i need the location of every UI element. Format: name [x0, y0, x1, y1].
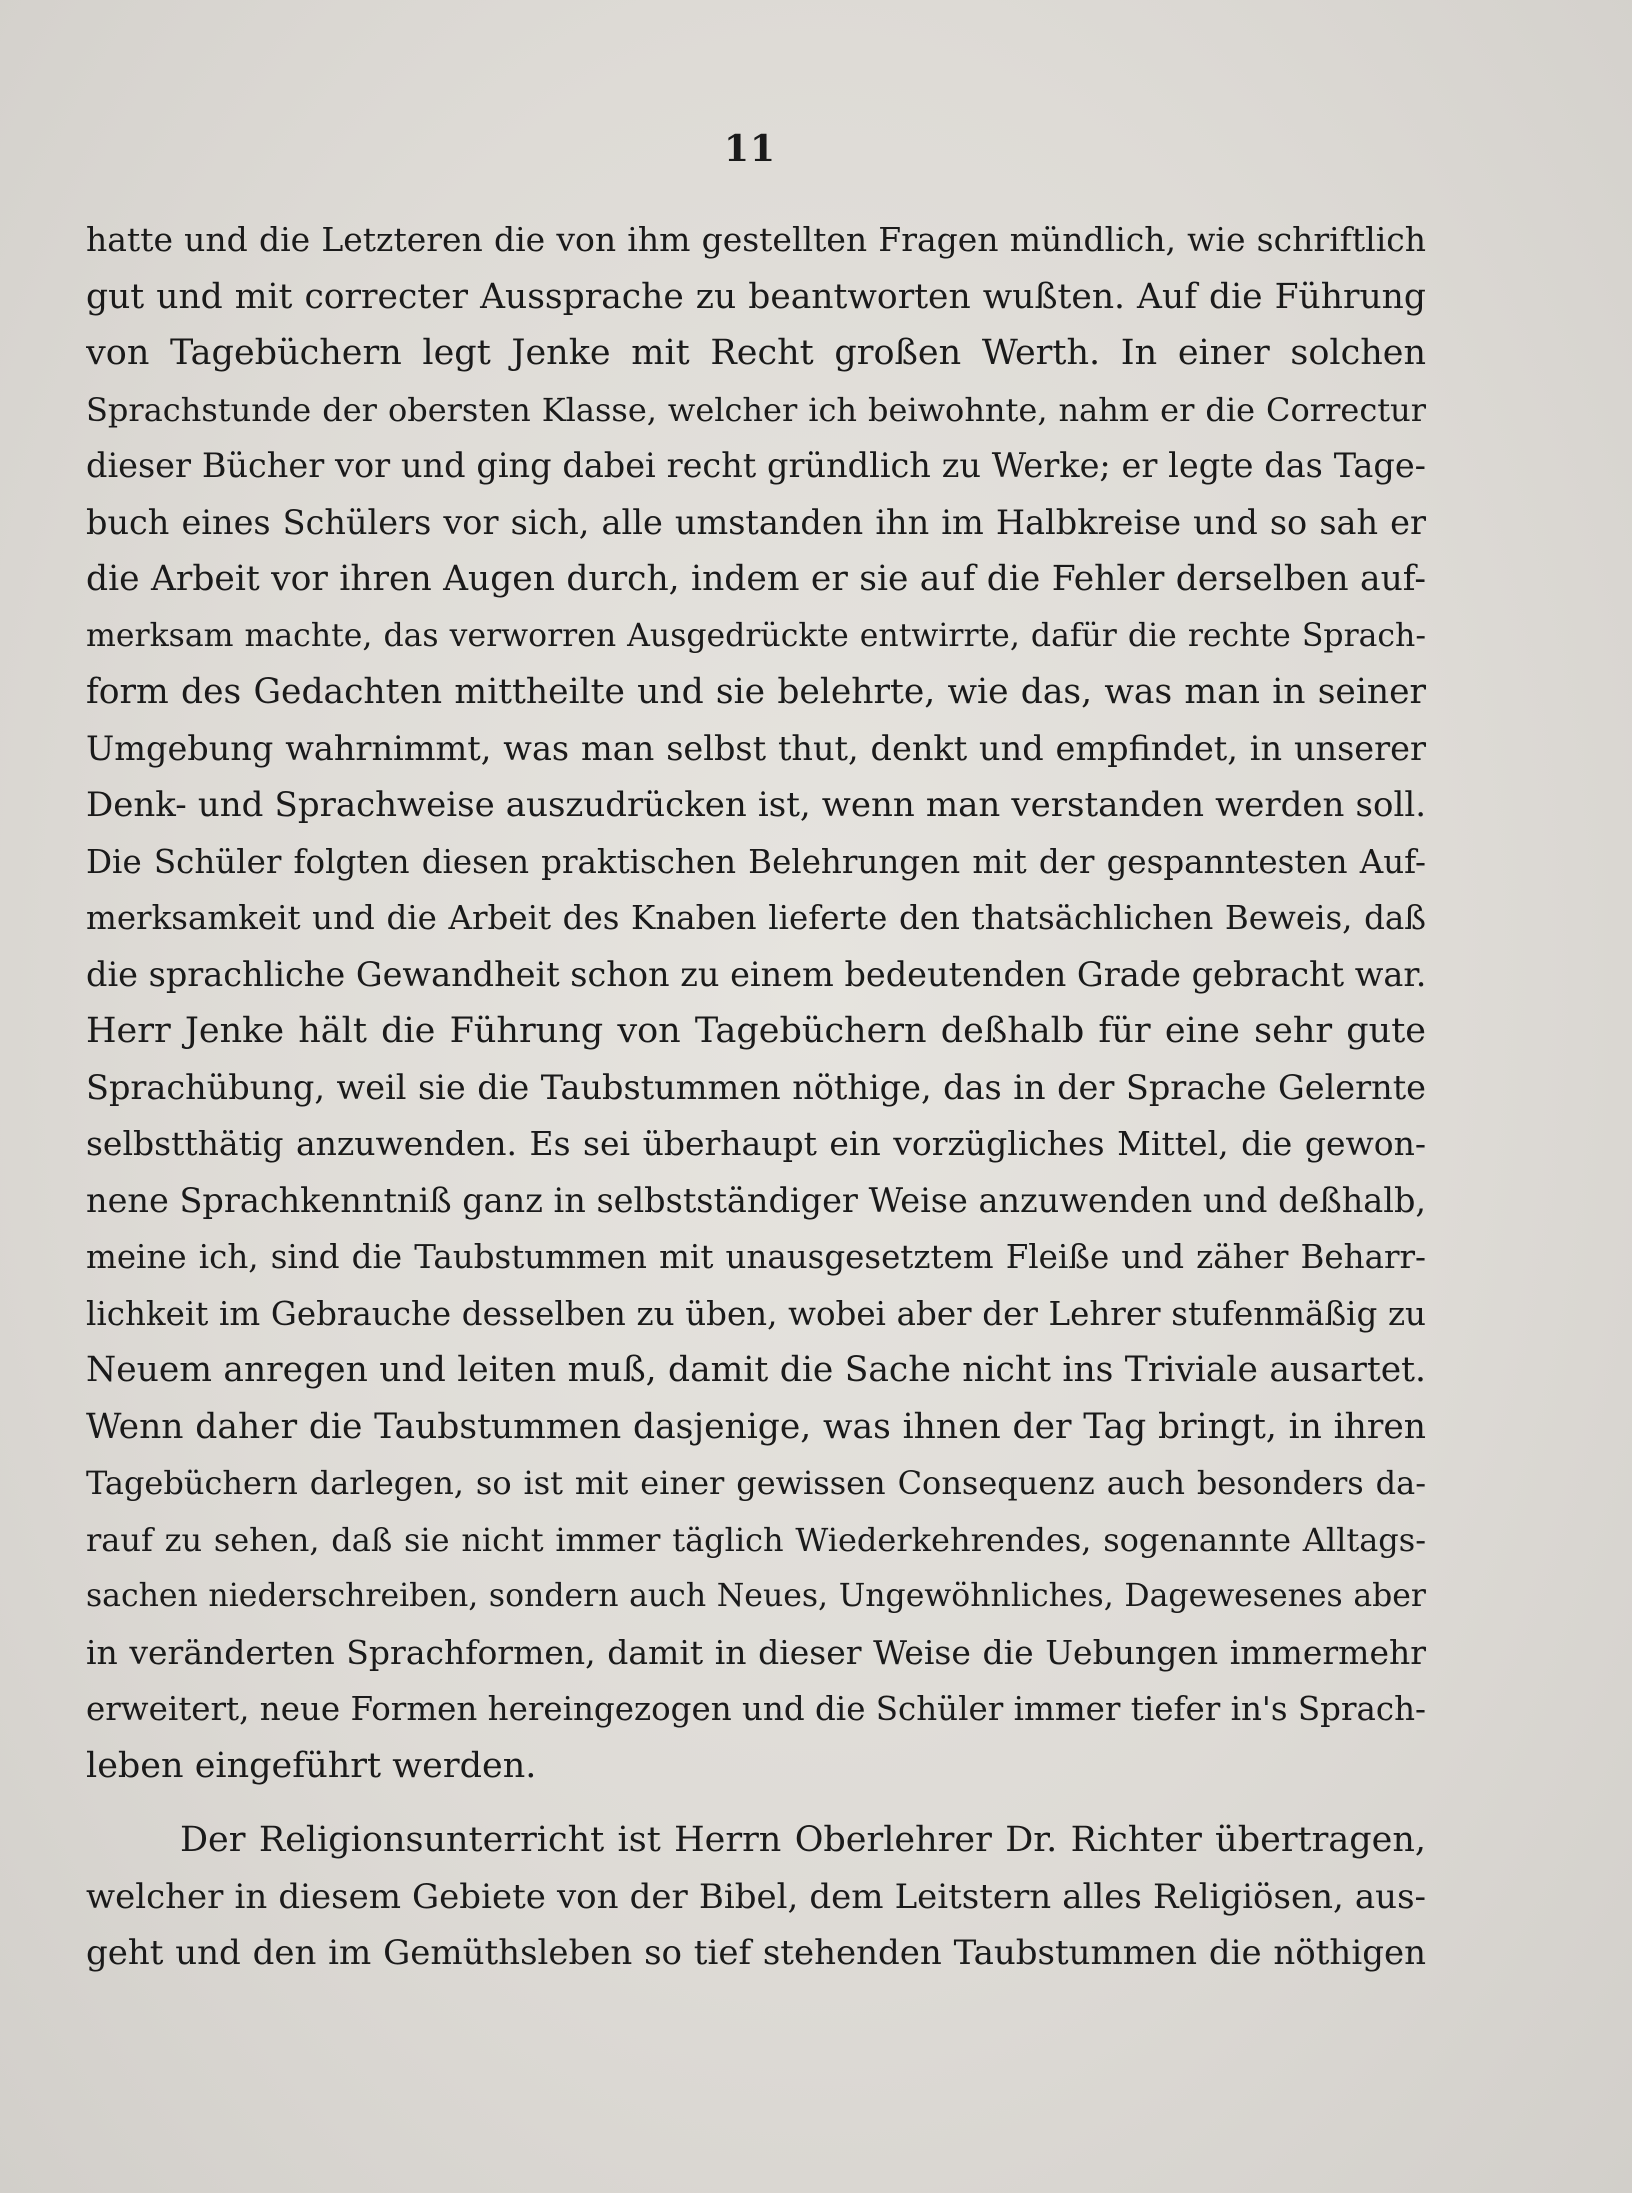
- text-line: dieser Bücher vor und ging dabei recht gründlich zu Werke; er legte das Tage-: [86, 446, 1426, 485]
- text-line: buch eines Schülers vor sich, alle umstanden ihn im Halbkreise und so sah er: [86, 502, 1426, 542]
- text-line: merksam machte, das verworren Ausgedrückte entwirrte, dafür die rechte Sprach-: [86, 617, 1426, 654]
- text-line: Denk- und Sprachweise auszudrücken ist, wenn man verstanden werden soll.: [86, 785, 1426, 825]
- text-line: selbstthätig anzuwenden. Es sei überhaupt ein vorzügliches Mittel, die gewon-: [86, 1124, 1426, 1163]
- text-line: Herr Jenke hält die Führung von Tagebüchern deßhalb für eine sehr gute: [86, 1011, 1426, 1051]
- text-line: lichkeit im Gebrauche desselben zu üben, wobei aber der Lehrer stufenmäßig zu: [86, 1294, 1426, 1333]
- text-line: von Tagebüchern legt Jenke mit Recht großen Werth. In einer solchen: [86, 333, 1426, 373]
- text-line: hatte und die Letzteren die von ihm gestellten Fragen mündlich, wie schriftlich: [86, 220, 1426, 259]
- text-line: form des Gedachten mittheilte und sie belehrte, wie das, was man in seiner: [86, 672, 1426, 712]
- text-line: Tagebüchern darlegen, so ist mit einer gewissen Consequenz auch besonders da-: [86, 1464, 1426, 1502]
- body-text: [86, 212, 1426, 1982]
- text-line: welcher in diesem Gebiete von der Bibel, dem Leitstern alles Religiösen, aus-: [86, 1876, 1426, 1917]
- text-line: Sprachübung, weil sie die Taubstummen nöthige, das in der Sprache Gelernte: [86, 1067, 1426, 1107]
- text-line: leben eingeführt werden.: [86, 1745, 537, 1786]
- text-line: Sprachstunde der obersten Klasse, welcher ich beiwohnte, nahm er die Correctur: [86, 390, 1426, 429]
- text-line: in veränderten Sprachformen, damit in dieser Weise die Uebungen immermehr: [86, 1632, 1426, 1672]
- text-line: gut und mit correcter Aussprache zu beantworten wußten. Auf die Führung: [86, 276, 1426, 317]
- page-number: 11: [723, 128, 777, 170]
- text-line: merksamkeit und die Arbeit des Knaben lieferte den thatsächlichen Beweis, daß: [86, 899, 1426, 937]
- paragraph-2: [86, 1812, 1426, 1982]
- text-line: Umgebung wahrnimmt, was man selbst thut, denkt und empfindet, in unserer: [86, 728, 1426, 768]
- text-line: Die Schüler folgten diesen praktischen Belehrungen mit der gespanntesten Auf-: [86, 842, 1426, 881]
- text-line: Wenn daher die Taubstummen dasjenige, was ihnen der Tag bringt, in ihren: [86, 1406, 1426, 1447]
- text-line: die Arbeit vor ihren Augen durch, indem er sie auf die Fehler derselben auf-: [86, 559, 1426, 599]
- text-line: Der Religionsunterricht ist Herrn Oberlehrer Dr. Richter übertragen,: [180, 1820, 1426, 1860]
- text-line: geht und den im Gemüthsleben so tief stehenden Taubstummen die nöthigen: [86, 1933, 1426, 1973]
- text-line: meine ich, sind die Taubstummen mit unausgesetztem Fleiße und zäher Beharr-: [86, 1238, 1426, 1276]
- text-line: sachen niederschreiben, sondern auch Neues, Ungewöhnliches, Dagewesenes aber: [86, 1578, 1426, 1614]
- text-line: nene Sprachkenntniß ganz in selbstständiger Weise anzuwenden und deßhalb,: [86, 1180, 1426, 1220]
- paragraph-1: [86, 212, 1426, 1794]
- text-line: rauf zu sehen, daß sie nicht immer täglich Wiederkehrendes, sogenannte Alltags-: [86, 1520, 1426, 1559]
- paragraph-gap: [86, 1794, 1426, 1812]
- text-line: die sprachliche Gewandheit schon zu einem bedeutenden Grade gebracht war.: [86, 954, 1426, 994]
- text-line: erweitert, neue Formen hereingezogen und die Schüler immer tiefer in's Sprach-: [86, 1690, 1426, 1728]
- text-line: Neuem anregen und leiten muß, damit die Sache nicht ins Triviale ausartet.: [86, 1350, 1426, 1390]
